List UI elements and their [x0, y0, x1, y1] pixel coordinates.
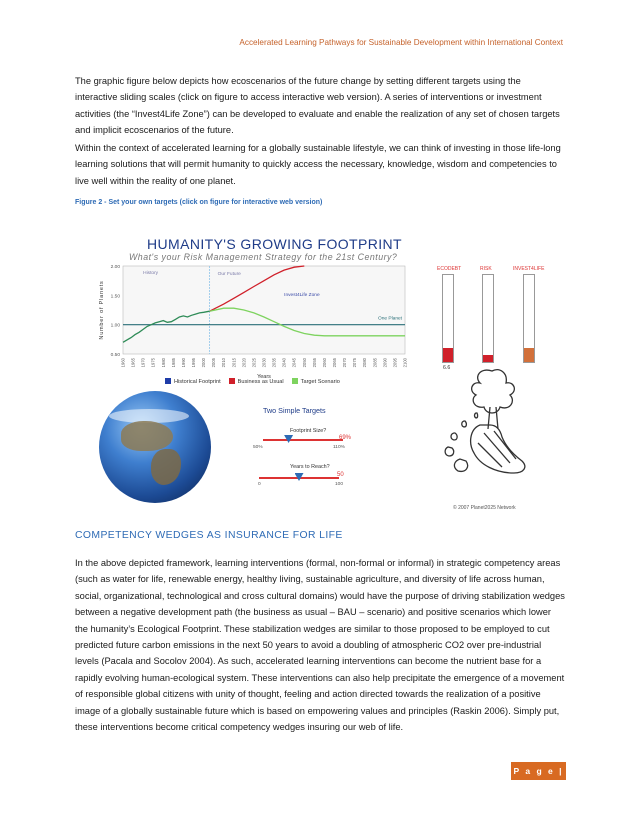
x-tick-label: 2005: [211, 358, 217, 368]
x-tick-label: 2000: [201, 358, 207, 368]
x-axis-label: Years: [257, 374, 271, 380]
x-tick-label: 2015: [231, 358, 237, 368]
x-tick-label: 1960: [120, 358, 126, 368]
x-tick-label: 1980: [160, 358, 166, 368]
x-tick-label: 2045: [291, 358, 297, 368]
x-tick-label: 2090: [382, 358, 388, 368]
y-tick-label: 1.50: [110, 294, 120, 300]
years-slider-value: 50: [337, 472, 344, 478]
ecodebt-gauge: [442, 274, 454, 363]
footprint-slider-min: 50%: [253, 445, 263, 450]
intro-paragraph: The graphic figure below depicts how ecoscenarios of the future change by setting different targets using the interactive sliding scales (click on figure to access interactive web version). A series of interventions or investment activities (the “Invest4Life Zone”) can be developed to evaluate and enable the realization of any set of chosen targets and implicit ecoscenarios of the future.: [75, 76, 560, 136]
x-tick-label: 2010: [221, 358, 227, 368]
y-tick-label: 2.00: [110, 265, 120, 270]
ecodebt-gauge-value: 6.6: [443, 365, 451, 371]
page-number-badge: P a g e | 5: [511, 762, 566, 780]
years-slider-min: 0: [258, 482, 261, 487]
annotation-one-planet: One Planet: [377, 316, 402, 322]
x-tick-label: 1965: [130, 358, 136, 368]
annotation-invest4life-zone: Invest4Life Zone: [284, 292, 320, 298]
footprint-slider-value: 69%: [339, 435, 352, 441]
earth-globe-image: [99, 391, 211, 503]
risk-gauge-label: RISK: [480, 266, 492, 272]
chart-legend: [165, 378, 340, 385]
figure-title: HUMANITY'S GROWING FOOTPRINT: [147, 236, 402, 252]
context-paragraph: Within the context of accelerated learning for a globally sustainable lifestyle, we can think of investing in those life-long learning solutions that will permit humanity to quickly access the necessary, knowledge, wisdom and competencies to live well within the reality of one planet.: [75, 143, 561, 186]
x-tick-label: 2030: [261, 358, 267, 368]
x-tick-label: 2075: [352, 358, 358, 368]
x-tick-label: 2065: [332, 358, 337, 368]
copyright-notice: © 2007 Planet2025 Network: [453, 505, 516, 511]
annotation-our-future: Our Future: [217, 272, 241, 277]
x-tick-label: 2095: [392, 358, 398, 368]
x-tick-label: 2085: [372, 358, 378, 368]
x-tick-label: 2040: [281, 358, 287, 368]
annotation-history: History: [143, 271, 159, 276]
invest4life-gauge-label: INVEST4LIFE: [513, 266, 545, 272]
years-slider-label: Years to Reach?: [290, 464, 330, 470]
footprint-figure[interactable]: [95, 228, 555, 523]
y-axis-label: Number of Planets: [99, 280, 105, 340]
legend-bau: Business as Usual: [229, 378, 284, 385]
figure-subtitle: What's your Risk Management Strategy for the 21st Century?: [129, 252, 398, 262]
x-tick-label: 1985: [170, 358, 176, 368]
x-tick-label: 1975: [150, 358, 156, 368]
x-tick-label: 2070: [342, 358, 348, 368]
y-tick-label: 0.50: [110, 353, 120, 358]
ecodebt-gauge-label: ECODEBT: [437, 266, 462, 272]
footprint-slider-max: 110%: [333, 445, 345, 450]
x-tick-label: 2100: [402, 358, 408, 368]
x-tick-label: 2025: [251, 358, 257, 368]
running-header: Accelerated Learning Pathways for Sustainable Development within International Context: [239, 38, 563, 47]
x-tick-label: 1995: [191, 358, 196, 368]
risk-gauge: [482, 274, 494, 363]
invest4life-gauge: [523, 274, 535, 363]
y-tick-label: 1.00: [110, 323, 120, 329]
carbon-footprint-foot-image: [440, 363, 540, 483]
x-tick-label: 1990: [180, 358, 186, 368]
x-tick-label: 2080: [362, 358, 368, 368]
x-tick-label: 2035: [271, 358, 277, 368]
x-tick-label: 2055: [311, 358, 317, 368]
footprint-chart: [95, 256, 408, 381]
framework-paragraph: In the above depicted framework, learning interventions (formal, non-formal or informal) in strategic competency areas (such as water for life, renewable energy, healthy living, sustainable agriculture, and diversity of life across human, social, organizational, technological and cross cultural domains) would have the purpose of driving stabilization wedges between a negative development path (the business as usual – BAU – scenario) and positive scenarios which lower the humanity’s Ecological Footprint. These stabilization wedges are similar to those proposed to be employed to cut predicted future carbon emissions in the next 50 years to avoid a doubling of atmospheric CO2 over pre-industrial levels (Pacala and Socolov 2004). As such, accelerated learning interventions can become the nutrient base for a rapidly evolving human-ecological system. These interventions can also help precipitate the emergence of a movement of responsible global citizens with unity of thought, feeling and action directed towards the realization of a positive image of a globally sustainable future which is based on empowering values and principles (Raskin 2006). Simply put, these interventions become critical competency wedges insuring our web of life.: [75, 558, 565, 733]
section-heading: COMPETENCY WEDGES AS INSURANCE FOR LIFE: [75, 530, 343, 541]
x-tick-label: 2050: [301, 358, 307, 368]
legend-target: Target Scenario: [292, 378, 340, 385]
x-tick-label: 1970: [140, 358, 146, 368]
targets-title: Two Simple Targets: [263, 406, 326, 415]
x-tick-label: 2060: [321, 358, 327, 368]
footprint-slider-track[interactable]: [263, 439, 343, 441]
plot-area: [123, 266, 405, 354]
footprint-slider-label: Footprint Size?: [290, 428, 327, 434]
legend-historical: Historical Footprint: [165, 378, 221, 385]
years-slider-max: 100: [335, 482, 344, 487]
x-tick-label: 2020: [241, 358, 247, 368]
figure-caption[interactable]: Figure 2 - Set your own targets (click on figure for interactive web version): [75, 199, 323, 206]
